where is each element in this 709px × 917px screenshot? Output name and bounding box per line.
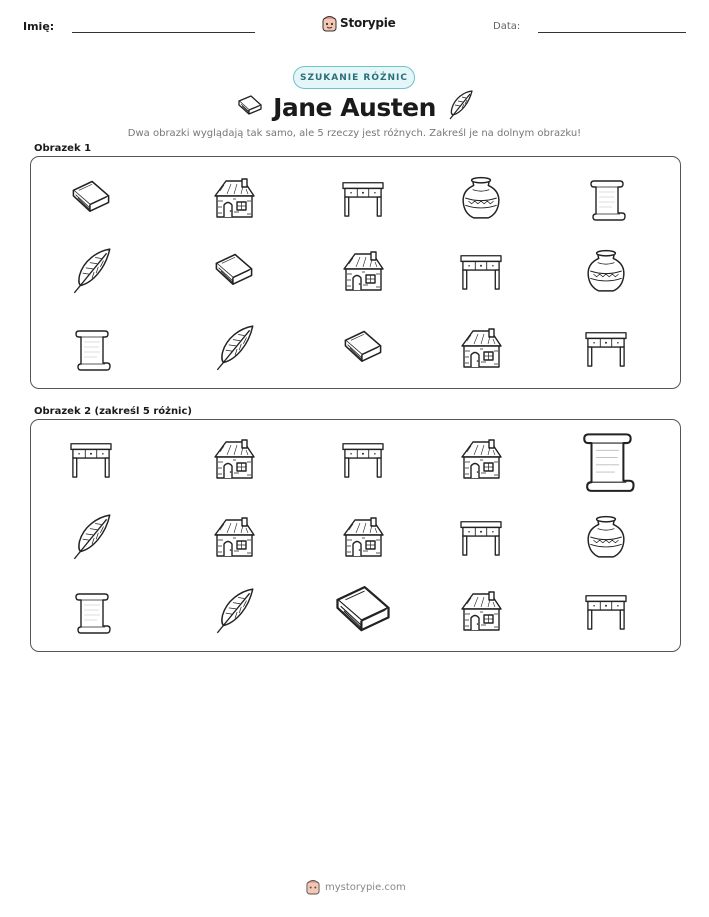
feather-icon (68, 246, 114, 296)
storypie-mascot-icon (306, 879, 320, 895)
storypie-mascot-icon (322, 15, 337, 32)
footer (306, 879, 406, 895)
feather-icon[interactable] (211, 586, 257, 636)
brand-logo (322, 13, 396, 33)
name-write-line[interactable] (72, 32, 255, 33)
feather-icon (211, 323, 257, 373)
vase-icon (460, 175, 502, 221)
footer-site: mystorypie.com (325, 881, 406, 893)
scroll-icon[interactable] (70, 586, 112, 636)
scroll-icon (70, 323, 112, 373)
name-label: Imię: (23, 20, 55, 33)
vase-icon (585, 248, 627, 294)
desk-icon[interactable] (68, 439, 114, 479)
book-icon (341, 328, 385, 368)
cottage-icon[interactable] (210, 437, 258, 481)
desk-icon (458, 251, 504, 291)
desk-icon (340, 178, 386, 218)
cottage-icon[interactable] (457, 589, 505, 633)
desk-icon[interactable] (340, 439, 386, 479)
activity-badge: SZUKANIE RÓŻNIC (293, 66, 415, 89)
desk-icon[interactable] (458, 517, 504, 557)
book-icon[interactable] (331, 582, 395, 640)
cottage-icon (210, 176, 258, 220)
desk-icon[interactable] (583, 591, 629, 631)
date-write-line[interactable] (538, 32, 686, 33)
cottage-icon (457, 326, 505, 370)
cottage-icon[interactable] (339, 515, 387, 559)
feather-icon (445, 89, 475, 121)
cottage-icon[interactable] (457, 437, 505, 481)
brand-name: Storypie (340, 16, 396, 30)
picture-2-label: Obrazek 2 (zakreśl 5 różnic) (34, 406, 192, 417)
feather-icon[interactable] (68, 512, 114, 562)
cottage-icon[interactable] (210, 515, 258, 559)
desk-icon (583, 328, 629, 368)
instructions-text: Dwa obrazki wyglądają tak samo, ale 5 rzeczy jest różnych. Zakreśl je na dolnym obrazku! (127, 128, 582, 139)
page-title: Jane Austen (273, 93, 436, 122)
scroll-icon[interactable] (576, 423, 637, 496)
cottage-icon (339, 249, 387, 293)
book-icon (212, 251, 256, 291)
book-icon (69, 178, 113, 218)
vase-icon[interactable] (585, 514, 627, 560)
picture-1-label: Obrazek 1 (34, 143, 92, 154)
scroll-icon (585, 173, 627, 223)
date-label: Data: (493, 21, 521, 32)
